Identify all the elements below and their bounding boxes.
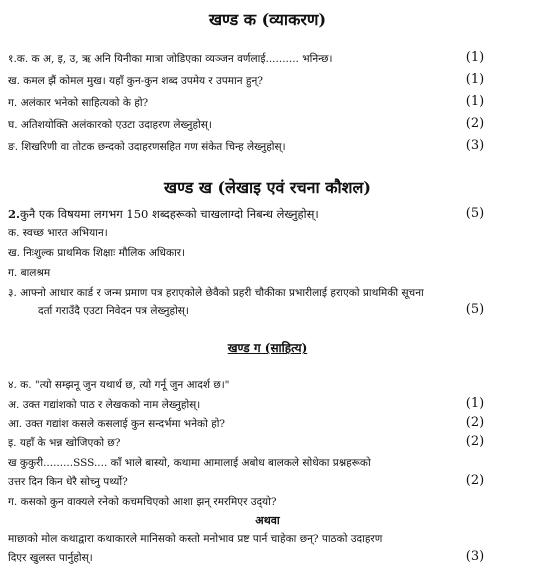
question-4b-line-1: ख कुकुरी.........SSS.... काँ भाले बास्यो, कथामा आमालाई अबोध बालकले सोधेका प्रश्नहरूको: [8, 457, 371, 469]
question-1e: ङ. शिखरिणी वा तोटक छन्दको उदाहरणसहित गण संकेत चिन्ह लेख्नुहोस्।: [8, 141, 286, 153]
marks-1a: (1): [465, 50, 485, 65]
question-1c: ग. अलंकार भनेको साहित्यको के हो?: [8, 97, 149, 109]
marks-3: (5): [465, 302, 485, 317]
marks-4a-ii: (2): [465, 415, 485, 430]
section-c-title: [0, 339, 535, 356]
marks-1d: (2): [465, 116, 485, 131]
question-3-line-2: दर्ता गराउँदै एउटा निवेदन पत्र लेख्नुहोस्।: [38, 305, 189, 317]
final-question-line-2: दिएर खुलस्त पार्नुहोस्।: [8, 552, 93, 564]
question-4-intro: ४. क. "त्यो सम्झनू जुन यथार्थ छ, त्यो गर्नू जुन आदर्श छ।": [8, 379, 230, 391]
question-4b-line-2: उत्तर दिन किन धेरै सोच्नु पर्थ्यो?: [8, 476, 128, 488]
question-4a-ii: आ. उक्त गद्यांश कसले कसलाई कुन सन्दर्भमा भनेको हो?: [8, 418, 226, 430]
question-1d: घ. अतिशयोक्ति अलंकारको एउटा उदाहरण लेख्नुहोस्।: [8, 119, 212, 131]
question-2: [8, 207, 458, 222]
section-a-title: खण्ड क (व्याकरण): [208, 10, 327, 29]
marks-4a-i: (1): [465, 396, 485, 411]
marks-final: (3): [465, 549, 485, 564]
marks-2: (5): [465, 206, 485, 221]
marks-1c: (1): [465, 94, 485, 109]
question-4a-iii: इ. यहाँ के भन्न खोजिएको छ?: [8, 437, 121, 449]
marks-1e: (3): [465, 138, 485, 153]
question-4c: ग. कसको कुन वाक्यले रनेको कचमचिएको आशा झन् रमरमिएर उद्‌यो?: [8, 496, 277, 508]
question-2-text: कुनै एक विषयमा लगभग 150 शब्दहरूको चाखलाग्दो निबन्ध लेख्नुहोस्।: [20, 207, 319, 221]
marks-4b: (2): [465, 473, 485, 488]
section-c-title-text: खण्ड ग (साहित्य): [227, 341, 308, 355]
final-question-line-1: माछाको मोल कथाद्वारा कथाकारले मानिसको कस्तो मनोभाव प्रष्ट पार्न चाहेका छन्? पाठको उदाहरण: [8, 533, 383, 545]
question-3-line-1: ३. आफ्नो आधार कार्ड र जन्म प्रमाण पत्र हराएकोले छेवैको प्रहरी चौकीका प्रभारीलाई हराएको प्राथमिकी सूचना: [8, 287, 424, 299]
question-1a: १.क. क अ, इ, उ, ऋ अनि यिनीका मात्रा जोडिएका व्यञ्जन वर्णलाई.......... भनिन्छ।: [8, 53, 333, 65]
athawa-label: अथवा: [255, 514, 280, 527]
marks-1b: (1): [465, 72, 485, 87]
question-4a-i: अ. उक्त गद्यांशको पाठ र लेखकको नाम लेख्नुहोस्।: [8, 399, 201, 411]
section-b-title: खण्ड ख (लेखाइ एवं रचना कौशल): [164, 178, 371, 197]
question-1b: ख. कमल झैं कोमल मुख। यहाँ कुन-कुन शब्द उपमेय र उपमान हुन्?: [8, 75, 263, 87]
essay-option-c: ग. बालश्रम: [8, 267, 51, 279]
question-2-number: 2.: [8, 207, 21, 221]
essay-option-a: क. स्वच्छ भारत अभियान।: [8, 227, 108, 239]
marks-4a-iii: (2): [465, 434, 485, 449]
essay-option-b: ख. निःशुल्क प्राथमिक शिक्षाः मौलिक अधिकार।: [8, 247, 186, 259]
